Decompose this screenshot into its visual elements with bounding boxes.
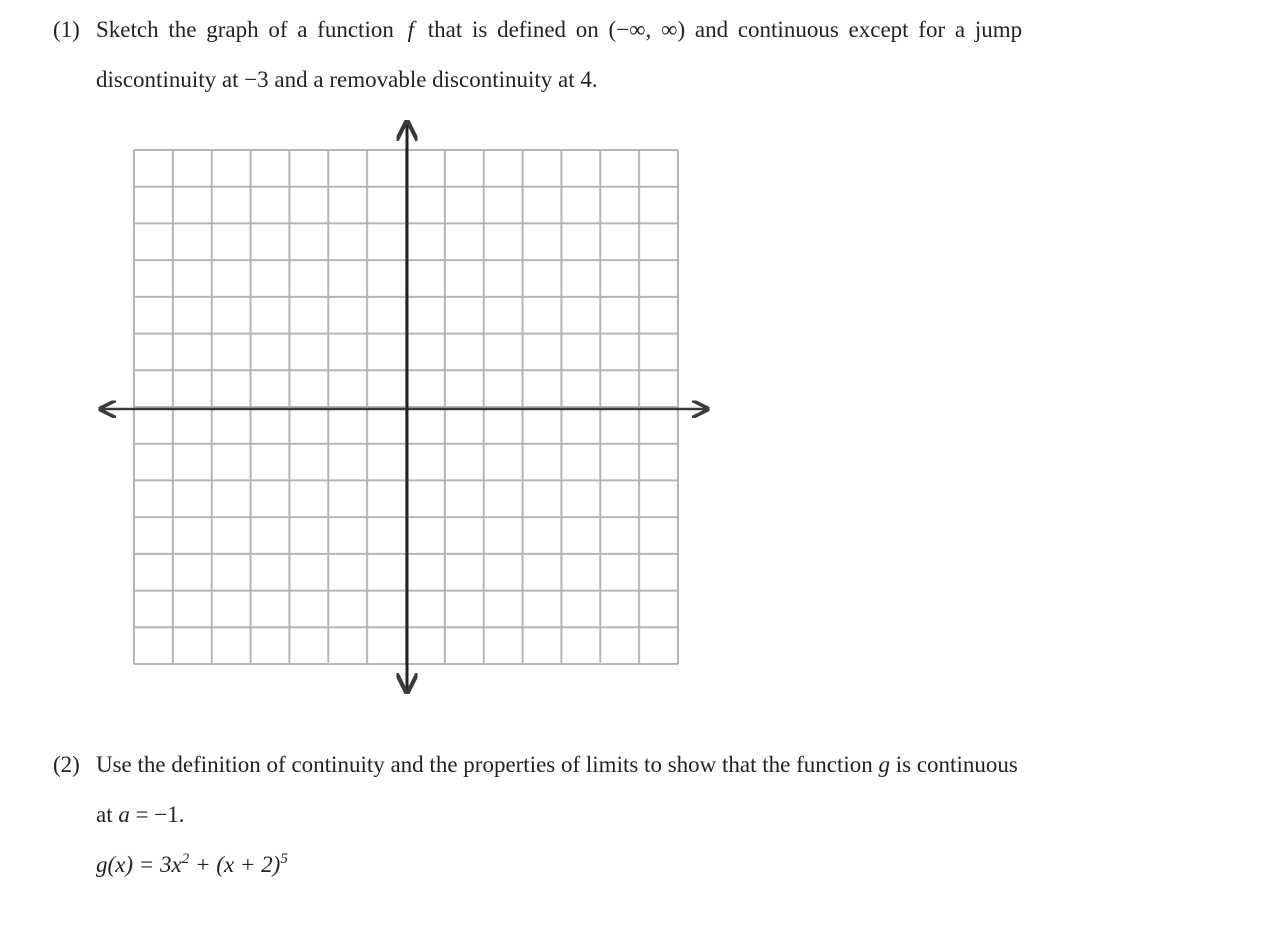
formula-lhs: g(x) = 3x [96, 852, 182, 877]
function-g-symbol: g [878, 752, 890, 777]
problem-2-number: (2) [53, 752, 80, 777]
problem-2-line-2 [96, 803, 185, 826]
point-a-value: = −1. [135, 802, 185, 827]
function-g-formula [96, 853, 288, 876]
formula-exponent-5: 5 [280, 851, 288, 867]
problem-1-text-a: Sketch the graph of a function [96, 17, 394, 42]
problem-1-text-b: that is defined on [427, 17, 599, 42]
domain-interval: (−∞, ∞) [608, 17, 686, 42]
formula-mid: + (x + 2) [189, 852, 281, 877]
problem-1-line-1 [96, 18, 1022, 41]
problem-1-number: (1) [53, 17, 80, 42]
problem-1-line-2: discontinuity at −3 and a removable discontinuity at 4. [96, 67, 598, 92]
function-f-symbol: f [407, 17, 414, 42]
problem-2-at: at [96, 802, 113, 827]
problem-2-text-a: Use the definition of continuity and the properties of limits to show that the function [96, 752, 873, 777]
problem-2-line-1 [96, 753, 1018, 776]
coordinate-grid[interactable] [96, 116, 716, 701]
problem-1-text-c: and continuous except for a jump [694, 17, 1023, 42]
problem-2-text-b: is continuous [895, 752, 1018, 777]
formula-exponent-2: 2 [181, 851, 190, 867]
point-a-symbol: a [118, 802, 130, 827]
